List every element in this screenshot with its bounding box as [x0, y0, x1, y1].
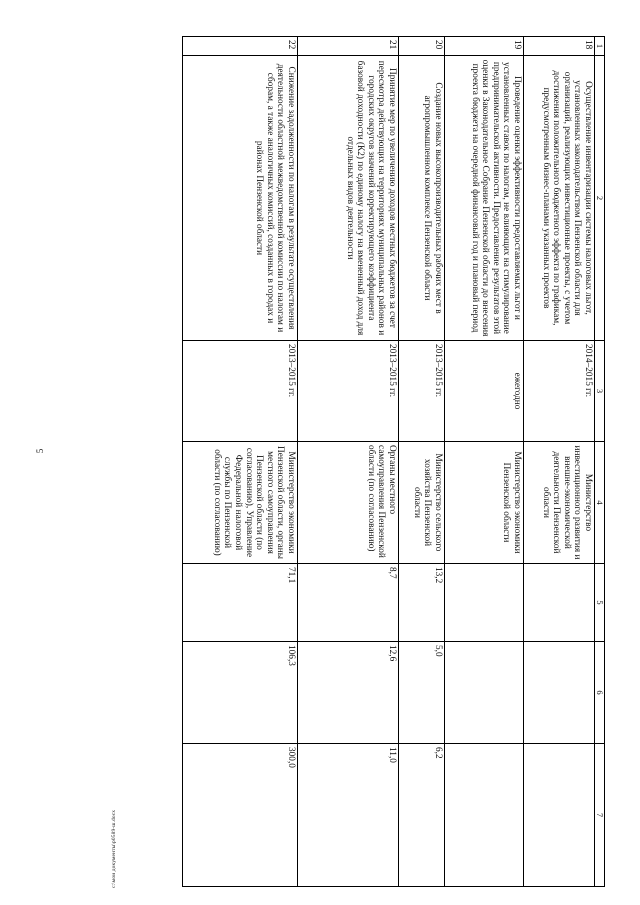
- col-header: 5: [595, 564, 605, 642]
- value-col7: [445, 744, 524, 887]
- col-header: 4: [595, 442, 605, 564]
- col-header: 7: [595, 744, 605, 887]
- value-col5: 13,2: [399, 564, 445, 642]
- period-cell: 2013–2015 гг.: [399, 341, 445, 442]
- value-col5: [445, 564, 524, 642]
- value-col5: 8,7: [298, 564, 399, 642]
- value-col7: 6,2: [399, 744, 445, 887]
- period-cell: 2013–2015 гг.: [183, 341, 298, 442]
- value-col7: [524, 744, 595, 887]
- measure-text: Проведение оценки эффективности предоставляемых льгот и установленных ставок по налогам, не влияющих на стимулирование предпринимательской активности. Предоставление результатов этой оценки в Законодательное Собрание Пензенской области до внесения проекта бюджета на очередной финансовый год и плановый период: [445, 56, 524, 341]
- period-cell: ежегодно: [445, 341, 524, 442]
- col-header: 3: [595, 341, 605, 442]
- value-col5: 71,1: [183, 564, 298, 642]
- responsible-cell: Министерство экономики Пензенской области: [445, 442, 524, 564]
- value-col6: [524, 642, 595, 744]
- responsible-cell: Министерство инвестиционного развития и внешне-экономической деятельности Пензенской области: [524, 442, 595, 564]
- row-number: 22: [183, 37, 298, 56]
- value-col6: 106,3: [183, 642, 298, 744]
- measure-text: Принятие мер по увеличению доходов местных бюджетов за счет пересмотра действующих на территориях муниципальных районов и городских округов значений корректирующего коэффициента базовой доходности (К2) по единому налогу на вмененный доход для отдельных видов деятельности: [298, 56, 399, 341]
- row-number: 19: [445, 37, 524, 56]
- value-col7: 300,0: [183, 744, 298, 887]
- period-cell: 2013–2015 гг.: [298, 341, 399, 442]
- responsible-cell: Министерство сельского хозяйства Пензенской области: [399, 442, 445, 564]
- col-header: 1: [595, 37, 605, 56]
- row-number: 21: [298, 37, 399, 56]
- table-row: [524, 37, 595, 887]
- row-number: 18: [524, 37, 595, 56]
- responsible-cell: Органы местного самоуправления Пензенской области (по согласованию): [298, 442, 399, 564]
- value-col7: 11,0: [298, 744, 399, 887]
- value-col6: 12,6: [298, 642, 399, 744]
- page-number: 5: [35, 448, 45, 454]
- table-row: [399, 37, 445, 887]
- table-row: [445, 37, 524, 887]
- plan-table-page: [84, 36, 605, 886]
- col-header: 2: [595, 56, 605, 341]
- col-header: 6: [595, 642, 605, 744]
- value-col6: 5,0: [399, 642, 445, 744]
- value-col6: [445, 642, 524, 744]
- table-row: [183, 37, 298, 887]
- table-row: [298, 37, 399, 887]
- measures-table: [182, 36, 605, 887]
- value-col5: [524, 564, 595, 642]
- file-path-footer: c:\мои документы\р0589-ш.docx: [111, 809, 117, 888]
- measure-text: Осуществление инвентаризации системы налоговых льгот, установленных законодательством Пензенской области для организаций, реализующих инвестиционные проекты, с учетом достижения положительного бюджетного эффекта по графикам, предусмотренным бизнес-планами указанных проектов: [524, 56, 595, 341]
- responsible-cell: Министерство экономики Пензенской области, органы местного самоуправления Пензенской области (по согласованию), Управление Федеральной налоговой службы по Пензенской области (по согласованию): [183, 442, 298, 564]
- header-row: [595, 37, 605, 887]
- row-number: 20: [399, 37, 445, 56]
- measure-text: Снижение задолженности по налогам в результате осуществления деятельности областной межведомственной комиссии по налогам и сборам, а также аналогичных комиссий, созданных в городах и районах Пензенской области: [183, 56, 298, 341]
- measure-text: Создание новых высокопроизводительных рабочих мест в агропромышленном комплексе Пензенской области: [399, 56, 445, 341]
- period-cell: 2014–2015 гг.: [524, 341, 595, 442]
